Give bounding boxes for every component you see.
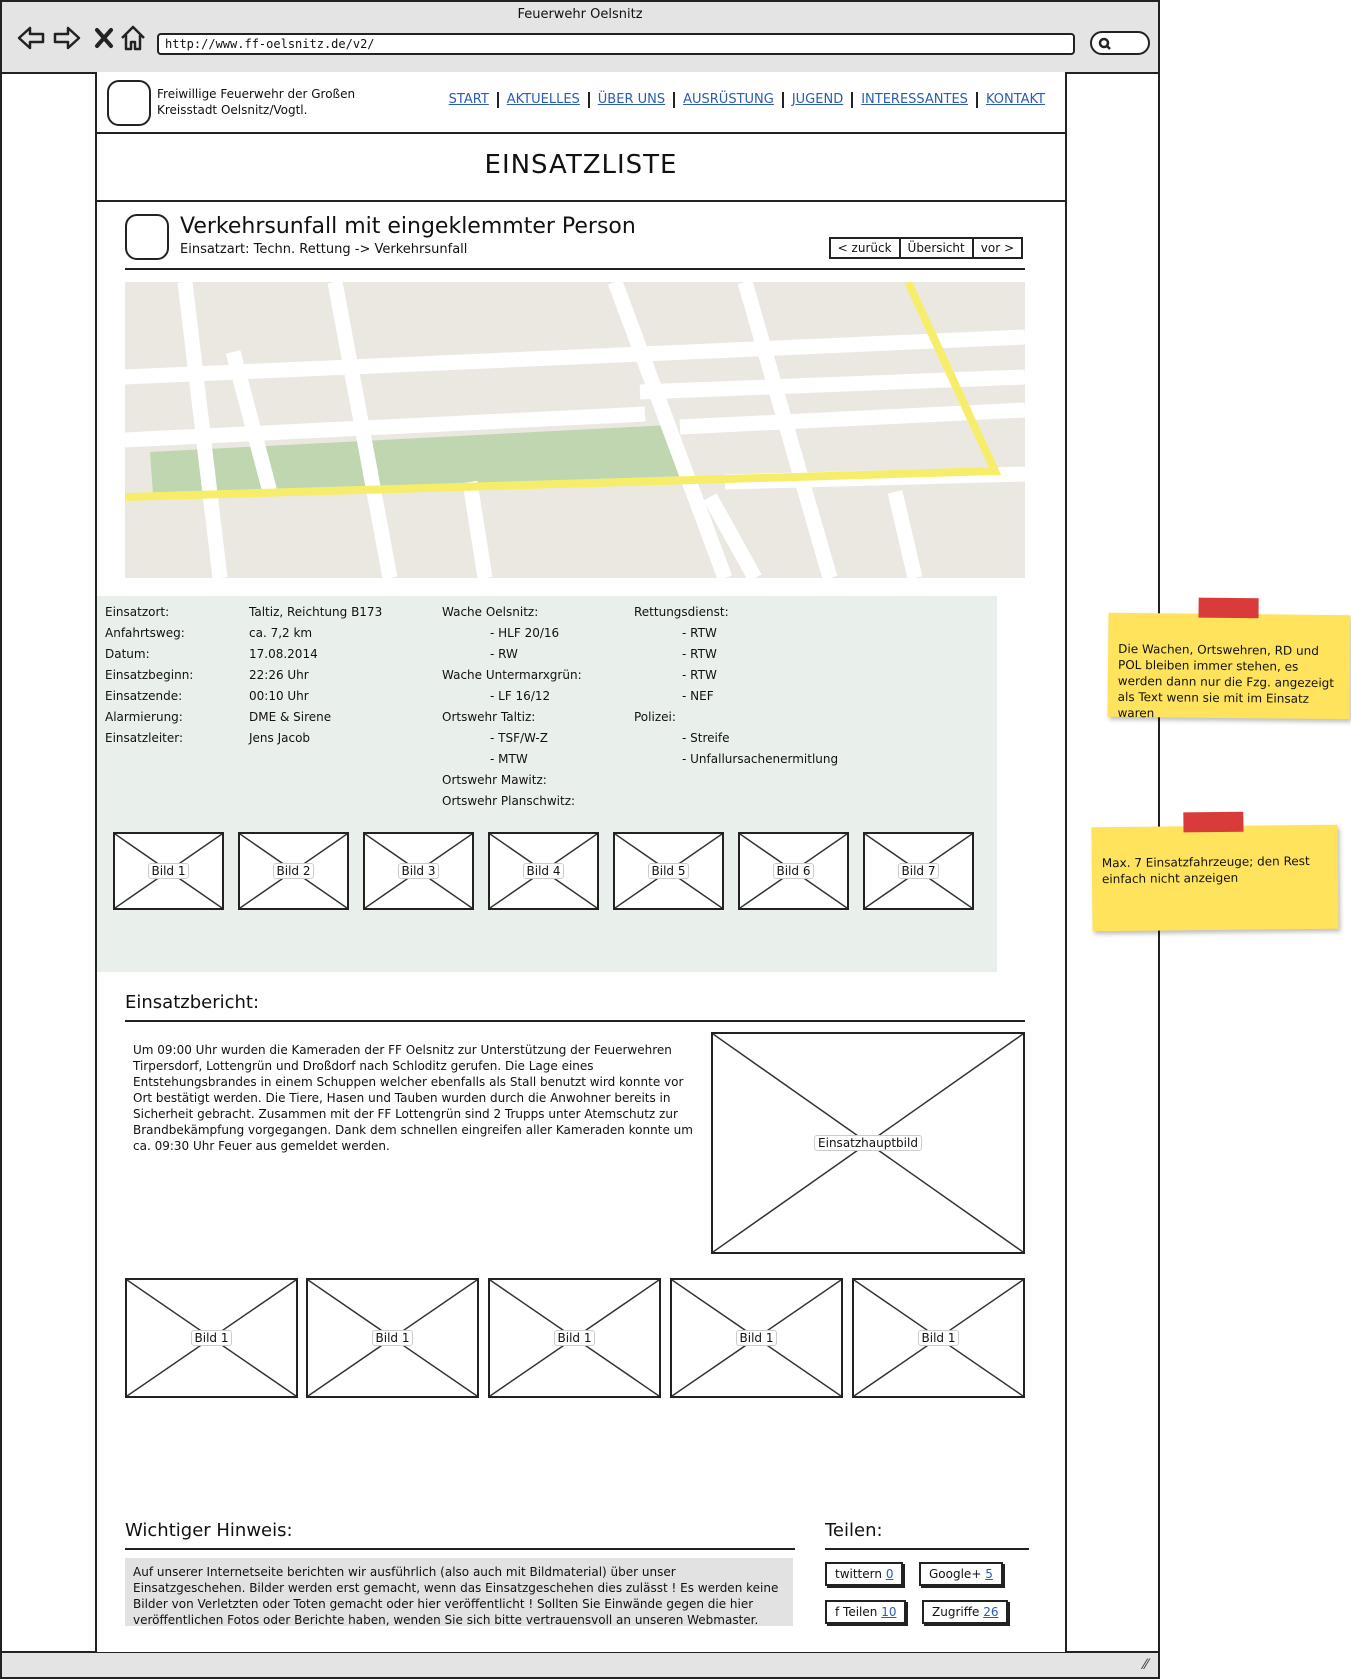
- gallery-image[interactable]: [125, 1278, 298, 1398]
- gallery-image[interactable]: [670, 1278, 843, 1398]
- vehicle-image-thumb[interactable]: [238, 832, 349, 910]
- notice-text: Auf unserer Internetseite berichten wir ausführlich (also auch mit Bildmaterial) über unser Einsatzgeschehen. Bilder werden erst gemacht, wenn das Einsatzgeschehen dies zulässt ! Es werden keine Bilder von Verletzten oder Toten gemacht oder hier veröffentlicht ! Sollten Sie Einwände gegen die hier veröffentlichen Fotos oder Berichte haben, wenden Sie sich bitte vertrauensvoll an unseren Webmaster.: [125, 1558, 793, 1626]
- image-label: Bild 6: [773, 863, 815, 879]
- google-label: Google+: [929, 1567, 982, 1581]
- hits-count: 26: [983, 1605, 999, 1619]
- value-alarmierung: DME & Sirene: [249, 710, 332, 724]
- share-heading: Teilen:: [825, 1520, 883, 1541]
- forward-arrow-icon[interactable]: [52, 24, 82, 52]
- unit-vehicle: - MTW: [490, 752, 528, 766]
- unit-wache-oelsnitz: Wache Oelsnitz:: [442, 605, 539, 619]
- nav-aktuelles[interactable]: AKTUELLES: [497, 92, 588, 108]
- google-share-button[interactable]: [919, 1562, 1003, 1586]
- nav-jugend[interactable]: JUGEND: [782, 92, 851, 108]
- incident-pager: [831, 237, 1023, 259]
- unit-vehicle: - LF 16/12: [490, 689, 551, 703]
- title-divider: [97, 200, 1065, 202]
- unit-vehicle: - HLF 20/16: [490, 626, 560, 640]
- incident-title: Verkehrsunfall mit eingeklemmter Person: [180, 214, 636, 239]
- vehicle-image-strip: [113, 832, 974, 910]
- annotation-note: [1107, 613, 1350, 720]
- report-heading: Einsatzbericht:: [125, 992, 260, 1013]
- prev-button[interactable]: < zurück: [829, 237, 901, 259]
- hits-counter: [922, 1600, 1008, 1624]
- gallery-image[interactable]: [852, 1278, 1025, 1398]
- incident-subtitle: Einsatzart: Techn. Rettung -> Verkehrsunfall: [180, 242, 468, 257]
- service-vehicle: - RTW: [682, 626, 717, 640]
- notice-divider: [125, 1548, 795, 1550]
- image-label: Bild 1: [148, 863, 190, 879]
- vehicle-image-thumb[interactable]: [488, 832, 599, 910]
- header-divider: [97, 132, 1065, 134]
- gallery-image[interactable]: [306, 1278, 479, 1398]
- nav-start[interactable]: START: [448, 92, 489, 107]
- facebook-share-button[interactable]: [825, 1600, 906, 1624]
- value-datum: 17.08.2014: [249, 647, 318, 661]
- annotation-text: Die Wachen, Ortswehren, RD und POL bleiben immer stehen, es werden dann nur die Fzg. angezeigt als Text wenn sie mit im Einsatz waren: [1117, 641, 1335, 721]
- image-label: Bild 1: [191, 1330, 233, 1346]
- facebook-label: f Teilen: [835, 1605, 878, 1619]
- gallery-image[interactable]: [488, 1278, 661, 1398]
- tape-decoration: [1199, 598, 1259, 619]
- address-bar[interactable]: http://www.ff-oelsnitz.de/v2/: [157, 33, 1075, 55]
- label-einsatzort: Einsatzort:: [105, 605, 170, 619]
- service-polizei: Polizei:: [634, 710, 676, 724]
- share-divider: [825, 1548, 1029, 1550]
- back-arrow-icon[interactable]: [16, 24, 46, 52]
- nav-kontakt[interactable]: KONTAKT: [976, 92, 1053, 108]
- image-label: Bild 5: [648, 863, 690, 879]
- annotation-text: Max. 7 Einsatzfahrzeuge; den Rest einfach nicht anzeigen: [1101, 854, 1310, 887]
- main-navigation: [441, 92, 1053, 108]
- unit-ortswehr-mawitz: Ortswehr Mawitz:: [442, 773, 547, 787]
- unit-ortswehr-taltiz: Ortswehr Taltiz:: [442, 710, 536, 724]
- vehicle-image-thumb[interactable]: [863, 832, 974, 910]
- label-anfahrtsweg: Anfahrtsweg:: [105, 626, 185, 640]
- services-list: [634, 602, 838, 770]
- fire-units-list: [442, 602, 582, 812]
- image-label: Bild 1: [554, 1330, 596, 1346]
- nav-interessantes[interactable]: INTERESSANTES: [851, 92, 976, 108]
- label-datum: Datum:: [105, 647, 150, 661]
- vehicle-image-thumb[interactable]: [363, 832, 474, 910]
- value-einsatzleiter: Jens Jacob: [249, 731, 311, 745]
- annotation-note: [1091, 825, 1338, 932]
- close-icon[interactable]: [90, 24, 120, 52]
- service-vehicle: - NEF: [682, 689, 714, 703]
- image-label: Bild 1: [918, 1330, 960, 1346]
- incident-details: [97, 596, 997, 972]
- map-container: [125, 282, 1025, 578]
- home-icon[interactable]: [118, 24, 148, 52]
- incident-map[interactable]: [125, 282, 1025, 578]
- value-anfahrtsweg: ca. 7,2 km: [249, 626, 313, 640]
- tape-decoration: [1183, 812, 1243, 833]
- vehicle-image-thumb[interactable]: [613, 832, 724, 910]
- image-label: Bild 1: [736, 1330, 778, 1346]
- twitter-label: twittern: [835, 1567, 882, 1581]
- hits-label: Zugriffe: [932, 1605, 980, 1619]
- label-einsatzbeginn: Einsatzbeginn:: [105, 668, 194, 682]
- vehicle-image-thumb[interactable]: [738, 832, 849, 910]
- unit-ortswehr-planschwitz: Ortswehr Planschwitz:: [442, 794, 576, 808]
- window-title: Feuerwehr Oelsnitz: [517, 7, 643, 22]
- vehicle-image-thumb[interactable]: [113, 832, 224, 910]
- browser-search-box[interactable]: [1090, 31, 1150, 55]
- nav-ausruestung[interactable]: AUSRÜSTUNG: [673, 92, 782, 108]
- browser-statusbar: [2, 1651, 1158, 1677]
- main-incident-image[interactable]: [711, 1032, 1025, 1254]
- browser-titlebar: [2, 2, 1158, 74]
- report-divider: [125, 1020, 1025, 1022]
- image-label: Bild 1: [372, 1330, 414, 1346]
- label-einsatzende: Einsatzende:: [105, 689, 183, 703]
- service-vehicle: - RTW: [682, 668, 717, 682]
- label-alarmierung: Alarmierung:: [105, 710, 183, 724]
- organization-name: Freiwillige Feuerwehr der Großen Kreisstadt Oelsnitz/Vogtl.: [157, 87, 356, 117]
- image-label: Bild 7: [898, 863, 940, 879]
- twitter-count[interactable]: 0: [885, 1567, 894, 1581]
- service-rettungsdienst: Rettungsdienst:: [634, 605, 729, 619]
- report-section: [125, 992, 1025, 1452]
- image-label: Bild 2: [273, 863, 315, 879]
- page-title: EINSATZLISTE: [484, 150, 678, 180]
- nav-ueber-uns[interactable]: ÜBER UNS: [588, 92, 673, 108]
- image-label: Bild 4: [523, 863, 565, 879]
- unit-vehicle: - TSF/W-Z: [490, 731, 548, 745]
- detail-labels: [105, 602, 193, 749]
- incident-divider: [125, 268, 1025, 270]
- web-page: [95, 72, 1067, 1652]
- service-vehicle: - Streife: [682, 731, 730, 745]
- service-vehicle: - Unfallursachenermitlung: [682, 752, 839, 766]
- unit-wache-untermarxgruen: Wache Untermarxgrün:: [442, 668, 582, 682]
- twitter-share-button[interactable]: [825, 1562, 903, 1586]
- resize-grip-icon[interactable]: ⁄⁄: [1143, 1657, 1148, 1673]
- detail-values: [249, 602, 382, 749]
- report-text: Um 09:00 Uhr wurden die Kameraden der FF Oelsnitz zur Unterstützung der Feuerwehren Tirpersdorf, Lottengrün und Droßdorf nach Schloditz gerufen. Die Lage eines Entstehungsbrandes in einem Schuppen welcher ebenfalls als Stall benutzt wird konnte vor Ort bestätigt werden. Die Tiere, Hasen und Tauben wurden durch die Anwohner bereits in Sicherheit gebracht. Zusammen mit der FF Lottengrün sind 2 Trupps unter Atemschutz zur Brandbekämpfung vorgegangen. Dank dem schnellen eingreifen aller Kameraden konnte um ca. 09:30 Uhr Feuer aus gemeldet werden.: [133, 1043, 693, 1153]
- search-icon: [1098, 37, 1112, 51]
- google-count[interactable]: 5: [985, 1567, 993, 1581]
- footer-section: [125, 1520, 1025, 1630]
- value-einsatzbeginn: 22:26 Uhr: [249, 668, 309, 682]
- incident-header: [125, 214, 1025, 270]
- image-label: Einsatzhauptbild: [814, 1135, 922, 1151]
- next-button[interactable]: vor >: [972, 237, 1023, 259]
- site-logo[interactable]: [107, 80, 151, 126]
- notice-heading: Wichtiger Hinweis:: [125, 1520, 293, 1541]
- incident-type-icon: [125, 214, 169, 260]
- unit-vehicle: - RW: [490, 647, 518, 661]
- overview-button[interactable]: Übersicht: [899, 237, 974, 259]
- facebook-count[interactable]: 10: [881, 1605, 897, 1619]
- image-label: Bild 3: [398, 863, 440, 879]
- service-vehicle: - RTW: [682, 647, 717, 661]
- value-einsatzende: 00:10 Uhr: [249, 689, 309, 703]
- label-einsatzleiter: Einsatzleiter:: [105, 731, 184, 745]
- value-einsatzort: Taltiz, Reichtung B173: [249, 605, 383, 619]
